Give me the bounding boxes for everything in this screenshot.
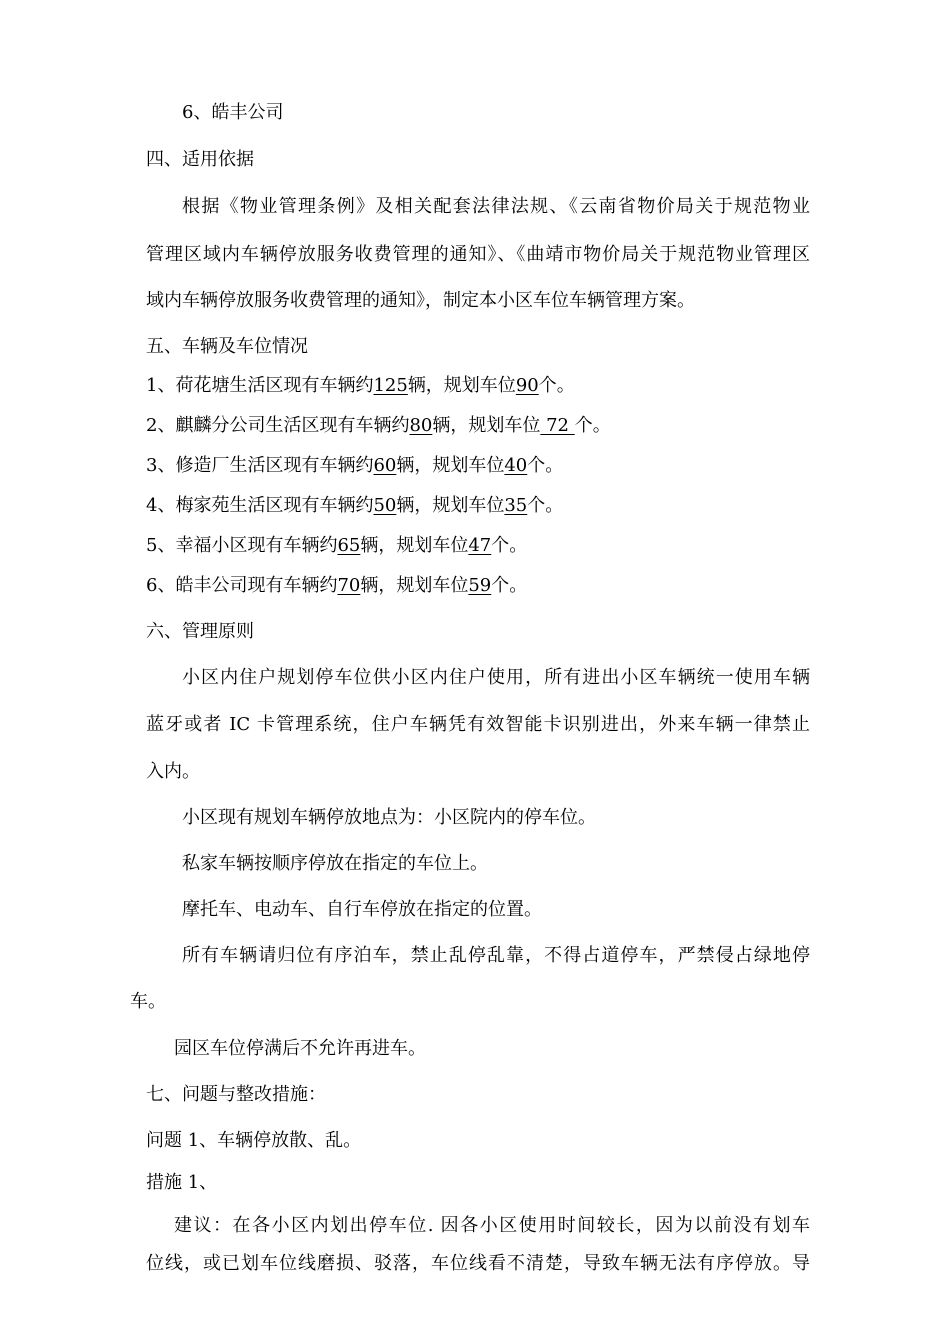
vehicle-row [146,573,527,599]
vehicle-row [146,453,563,479]
vehicle-row-mid: 辆，规划车位 [360,575,469,596]
vehicle-row-mid: 辆，规划车位 [396,455,505,476]
paragraph-line: 摩托车、电动车、自行车停放在指定的位置。 [182,899,542,920]
vehicle-row-mid: 辆，规划车位 [360,535,469,556]
paragraph-line: 入内。 [146,761,200,782]
vehicle-row-suffix: 个。 [527,495,564,516]
vehicle-count: 80 [409,415,433,436]
vehicle-row-suffix: 个。 [491,575,528,596]
vehicle-row-label: 5、幸福小区现有车辆约 [146,535,338,556]
vehicle-row [146,493,563,519]
section-heading-issues: 七、问题与整改措施： [146,1084,326,1105]
space-count: 90 [515,375,539,396]
vehicle-row-label: 2、麒麟分公司生活区现有车辆约 [146,415,410,436]
vehicle-row-label: 6、皓丰公司现有车辆约 [146,575,338,596]
vehicle-row [146,533,527,559]
vehicle-count: 50 [373,495,397,516]
paragraph-line: 小区内住户规划停车位供小区内住户使用，所有进出小区车辆统一使用车辆 [182,667,810,688]
vehicle-row-suffix: 个。 [574,415,611,436]
vehicle-row [146,373,575,399]
measure-title: 措施 1、 [146,1172,218,1193]
vehicle-row-suffix: 个。 [527,455,564,476]
vehicle-row-label: 4、梅家苑生活区现有车辆约 [146,495,374,516]
section-heading-basis: 四、适用依据 [146,149,254,170]
section-heading-principles: 六、管理原则 [146,621,254,642]
space-count: 72 [540,415,575,436]
vehicle-row-mid: 辆，规划车位 [432,415,541,436]
paragraph-line: 私家车辆按顺序停放在指定的车位上。 [182,853,488,874]
paragraph-line: 根据《物业管理条例》及相关配套法律法规、《云南省物价局关于规范物业 [182,196,810,217]
vehicle-count: 125 [373,375,408,396]
issue-title: 问题 1、车辆停放散、乱。 [146,1130,362,1151]
vehicle-row-suffix: 个。 [491,535,528,556]
paragraph-line: 蓝牙或者 IC 卡管理系统，住户车辆凭有效智能卡识别进出，外来车辆一律禁止 [146,714,810,735]
paragraph-line: 位线，或已划车位线磨损、驳落，车位线看不清楚，导致车辆无法有序停放。导 [146,1253,810,1274]
vehicle-count: 65 [337,535,361,556]
vehicle-row-label: 1、荷花塘生活区现有车辆约 [146,375,374,396]
paragraph-line: 管理区域内车辆停放服务收费管理的通知》、《曲靖市物价局关于规范物业管理区 [146,244,810,265]
paragraph-line: 小区现有规划车辆停放地点为：小区院内的停车位。 [182,807,596,828]
vehicle-row-suffix: 个。 [538,375,575,396]
space-count: 47 [468,535,492,556]
space-count: 59 [468,575,492,596]
paragraph-line: 园区车位停满后不允许再进车。 [174,1038,426,1059]
vehicle-count: 60 [373,455,397,476]
paragraph-line: 所有车辆请归位有序泊车，禁止乱停乱靠，不得占道停车，严禁侵占绿地停 [182,945,810,966]
vehicle-row-mid: 辆，规划车位 [407,375,516,396]
vehicle-count: 70 [337,575,361,596]
section-heading-vehicles: 五、车辆及车位情况 [146,336,308,357]
paragraph-line: 建议：在各小区内划出停车位. 因各小区使用时间较长，因为以前没有划车 [174,1215,810,1236]
vehicle-row [146,413,611,439]
vehicle-row-mid: 辆，规划车位 [396,495,505,516]
paragraph-line: 车。 [130,991,166,1012]
list-item-company: 6、皓丰公司 [182,102,284,123]
space-count: 35 [504,495,528,516]
paragraph-line: 域内车辆停放服务收费管理的通知》，制定本小区车位车辆管理方案。 [146,290,695,311]
space-count: 40 [504,455,528,476]
vehicle-row-label: 3、修造厂生活区现有车辆约 [146,455,374,476]
